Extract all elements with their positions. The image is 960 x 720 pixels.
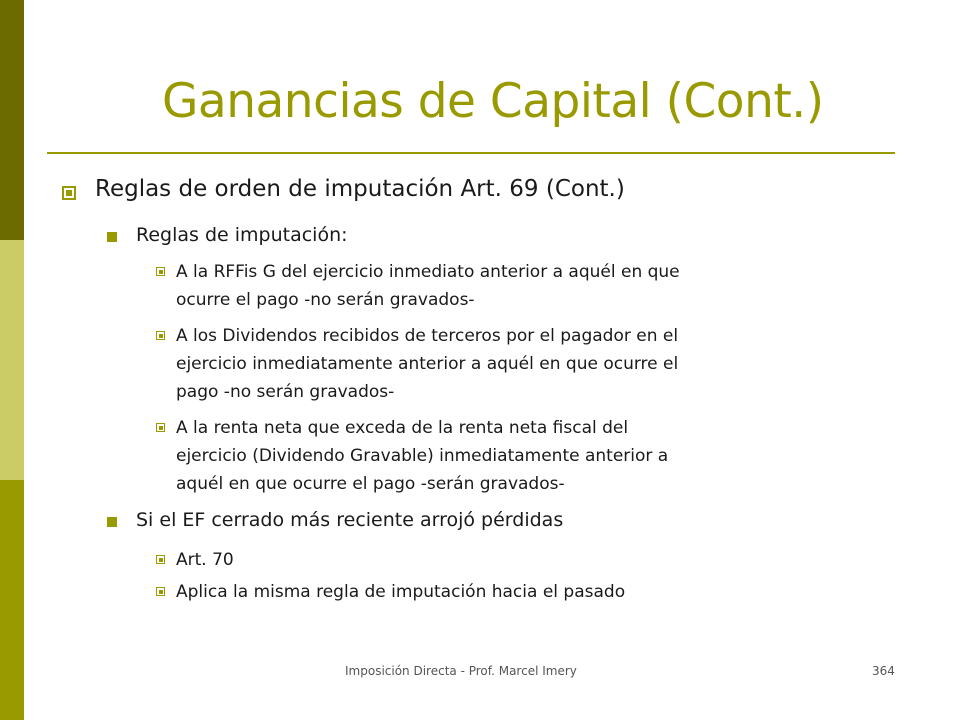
small-square-bullet-icon [156,423,165,432]
small-square-bullet-icon [156,587,165,596]
small-square-bullet-icon [156,267,165,276]
filled-square-bullet-icon [107,232,117,242]
slide-title: Ganancias de Capital (Cont.) [162,74,824,129]
main-bullet-text: Reglas de orden de imputación Art. 69 (Cont.) [95,176,625,202]
list-item-text: A la renta neta que exceda de la renta neta fiscal del ejercicio (Dividendo Gravable) inmediatamente anterior a aquél en que ocurre el pago -serán gravados- [176,418,669,494]
filled-square-bullet-icon [107,517,117,527]
footer-text: Imposición Directa - Prof. Marcel Imery [345,664,577,678]
small-square-bullet-icon [156,555,165,564]
page-number: 364 [872,664,895,678]
square-bullet-icon [62,186,76,200]
sub-bullet-text: Si el EF cerrado más reciente arrojó pérdidas [136,509,564,531]
list-item-text: A la RFFis G del ejercicio inmediato anterior a aquél en que ocurre el pago -no serán gravados- [176,262,680,310]
side-bar-bottom [0,480,24,720]
side-bar-top [0,0,24,240]
list-item-text: A los Dividendos recibidos de terceros por el pagador en el ejercicio inmediatamente anterior a aquél en que ocurre el pago -no serán gravados- [176,326,679,402]
small-square-bullet-icon [156,331,165,340]
side-bar-middle [0,240,24,480]
list-item-text: Art. 70 [176,550,234,570]
title-divider [47,152,895,154]
sub-bullet-text: Reglas de imputación: [136,224,348,246]
list-item-text: Aplica la misma regla de imputación hacia el pasado [176,582,626,602]
